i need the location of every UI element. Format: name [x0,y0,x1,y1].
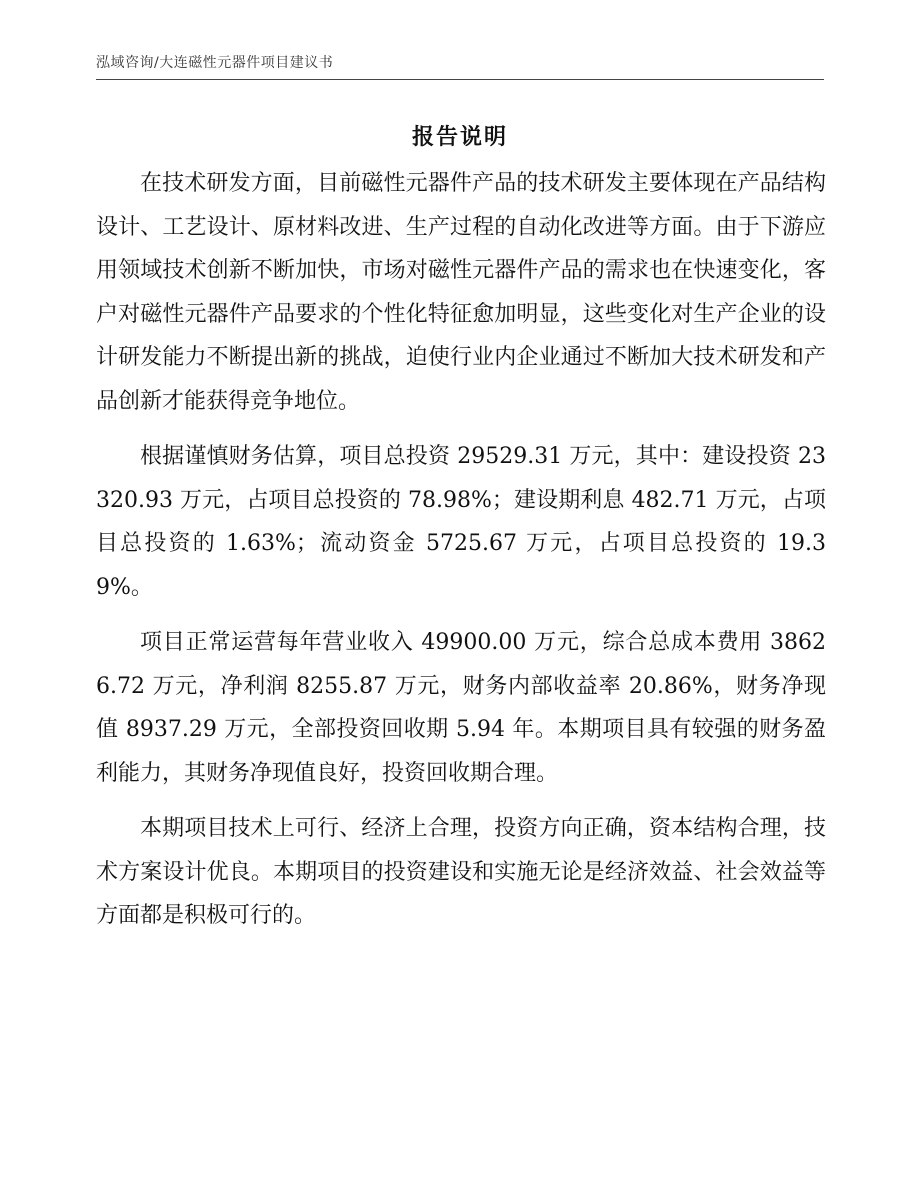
page-title: 报告说明 [411,124,508,150]
running-header: 泓域咨询/大连磁性元器件项目建议书 [96,55,334,71]
header-divider [96,79,824,80]
paragraph-investment: 根据谨慎财务估算，项目总投资 29529.31 万元，其中：建设投资 23320.93 万元，占项目总投资的 78.98%；建设期利息 482.71 万元，占项目总投资的 1.63%；流动资金 5725.67 万元，占项目总投资的 19.39%。 [96,444,826,600]
document-body [96,162,826,950]
paragraph-rd: 在技术研发方面，目前磁性元器件产品的技术研发主要体现在产品结构设计、工艺设计、原材料改进、生产过程的自动化改进等方面。由于下游应用领域技术创新不断加快，市场对磁性元器件产品的需求也在快速变化，客户对磁性元器件产品要求的个性化特征愈加明显，这些变化对生产企业的设计研发能力不断提出新的挑战，迫使行业内企业通过不断加大技术研发和产品创新才能获得竞争地位。 [96,171,826,414]
paragraph-conclusion: 本期项目技术上可行、经济上合理，投资方向正确，资本结构合理，技术方案设计优良。本期项目的投资建设和实施无论是经济效益、社会效益等方面都是积极可行的。 [96,816,826,928]
paragraph-operations: 项目正常运营每年营业收入 49900.00 万元，综合总成本费用 38626.72 万元，净利润 8255.87 万元，财务内部收益率 20.86%，财务净现值 8937.29 万元，全部投资回收期 5.94 年。本期项目具有较强的财务盈利能力，其财务净现值良好，投资回收期合理。 [96,630,826,786]
